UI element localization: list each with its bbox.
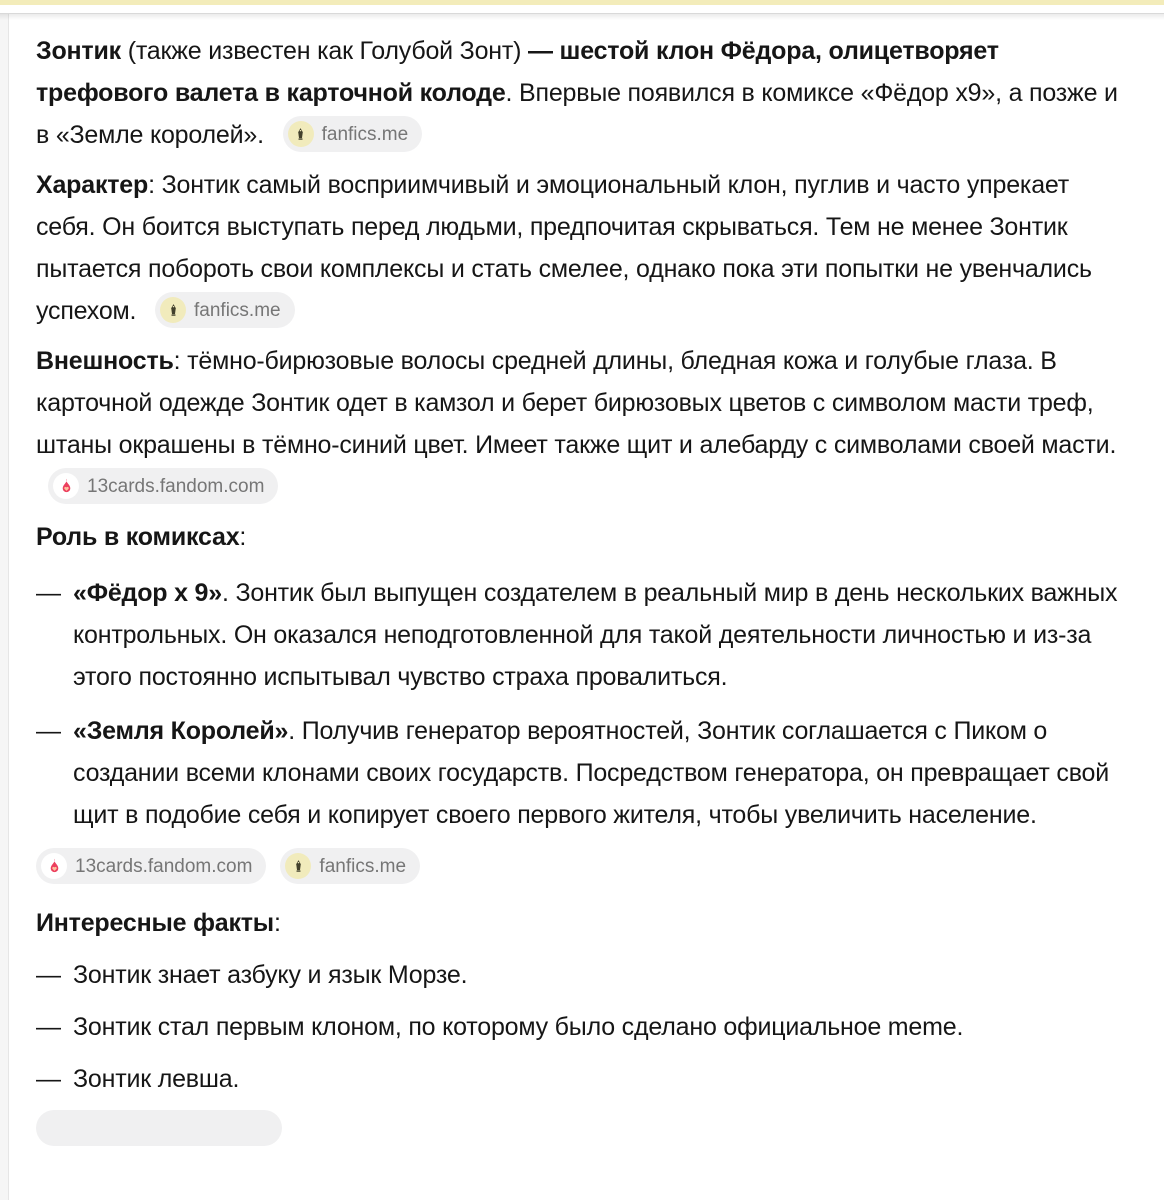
role-item-text: «Земля Королей». Получив генератор вероятностей, Зонтик соглашается с Пиком о создании всеми клонами своих государств. Посредством генератора, он превращает свой щит в подобие себя и копирует своего первого жителя, чтобы увеличить население.	[73, 717, 1109, 829]
source-chip-fandom[interactable]	[48, 468, 278, 504]
facts-list	[36, 954, 1128, 1100]
role-item-text: «Фёдор x 9». Зонтик был выпущен создателем в реальный мир в день нескольких важных контрольных. Он оказался неподготовленной для такой деятельности личностью и из-за этого постоянно испытывал чувство страха провалиться.	[73, 579, 1118, 691]
answer-panel	[0, 14, 1164, 1200]
intro-paragraph	[36, 30, 1128, 156]
header-gap	[0, 5, 1164, 13]
intro-text: Зонтик (также известен как Голубой Зонт) — шестой клон Фёдора, олицетворяет трефового валета в карточной колоде. Впервые появился в комиксе «Фёдор х9», а позже и в «Земле королей».	[36, 37, 1118, 149]
fandom-flame-icon	[41, 853, 67, 879]
fact-item-text: Зонтик левша.	[73, 1065, 240, 1093]
source-chip-partial[interactable]	[36, 1110, 282, 1146]
sources-row	[36, 848, 1128, 884]
list-item	[36, 710, 1128, 836]
fanfics-favicon-icon	[288, 121, 314, 147]
source-chip-label: 13cards.fandom.com	[87, 475, 265, 497]
fanfics-favicon-icon	[285, 853, 311, 879]
source-chip-label: 13cards.fandom.com	[75, 855, 253, 877]
source-chip-fanfics[interactable]	[283, 116, 423, 152]
fact-item-text: Зонтик знает азбуку и язык Морзе.	[73, 961, 468, 989]
list-item	[36, 1006, 1128, 1048]
source-chip-label: fanfics.me	[319, 855, 407, 877]
source-chip-fanfics[interactable]	[155, 292, 295, 328]
list-item	[36, 572, 1128, 698]
fact-item-text: Зонтик стал первым клоном, по которому было сделано официальное meme.	[73, 1013, 964, 1041]
dash-marker: —	[36, 1013, 61, 1041]
dash-marker: —	[36, 717, 61, 745]
list-item	[36, 1058, 1128, 1100]
fanfics-favicon-icon	[160, 297, 186, 323]
dash-marker: —	[36, 579, 61, 607]
answer-card	[8, 14, 1164, 1200]
character-paragraph	[36, 164, 1128, 332]
source-chip-fandom[interactable]	[36, 848, 266, 884]
appearance-text: Внешность: тёмно-бирюзовые волосы средней длины, бледная кожа и голубые глаза. В карточной одежде Зонтик одет в камзол и берет бирюзовых цветов с символом масти треф, штаны окрашены в тёмно-синий цвет. Имеет также щит и алебарду с символами своей масти.	[36, 347, 1117, 459]
dash-marker: —	[36, 1065, 61, 1093]
source-chip-label: fanfics.me	[194, 299, 281, 321]
dash-marker: —	[36, 961, 61, 989]
roles-list	[36, 572, 1128, 836]
source-chip-label: fanfics.me	[321, 123, 409, 145]
section-heading-roles: Роль в комиксах:	[36, 523, 247, 551]
appearance-paragraph	[36, 340, 1128, 508]
section-heading-facts: Интересные факты:	[36, 909, 281, 937]
fandom-flame-icon	[53, 473, 79, 499]
character-text: Характер: Зонтик самый восприимчивый и эмоциональный клон, пуглив и часто упрекает себя. Он боится выступать перед людьми, предпочитая скрываться. Тем не менее Зонтик пытается побороть свои комплексы и стать смелее, однако пока эти попытки не увенчались успехом.	[36, 171, 1092, 325]
source-chip-fanfics[interactable]	[280, 848, 420, 884]
list-item	[36, 954, 1128, 996]
left-gutter	[0, 14, 8, 1200]
